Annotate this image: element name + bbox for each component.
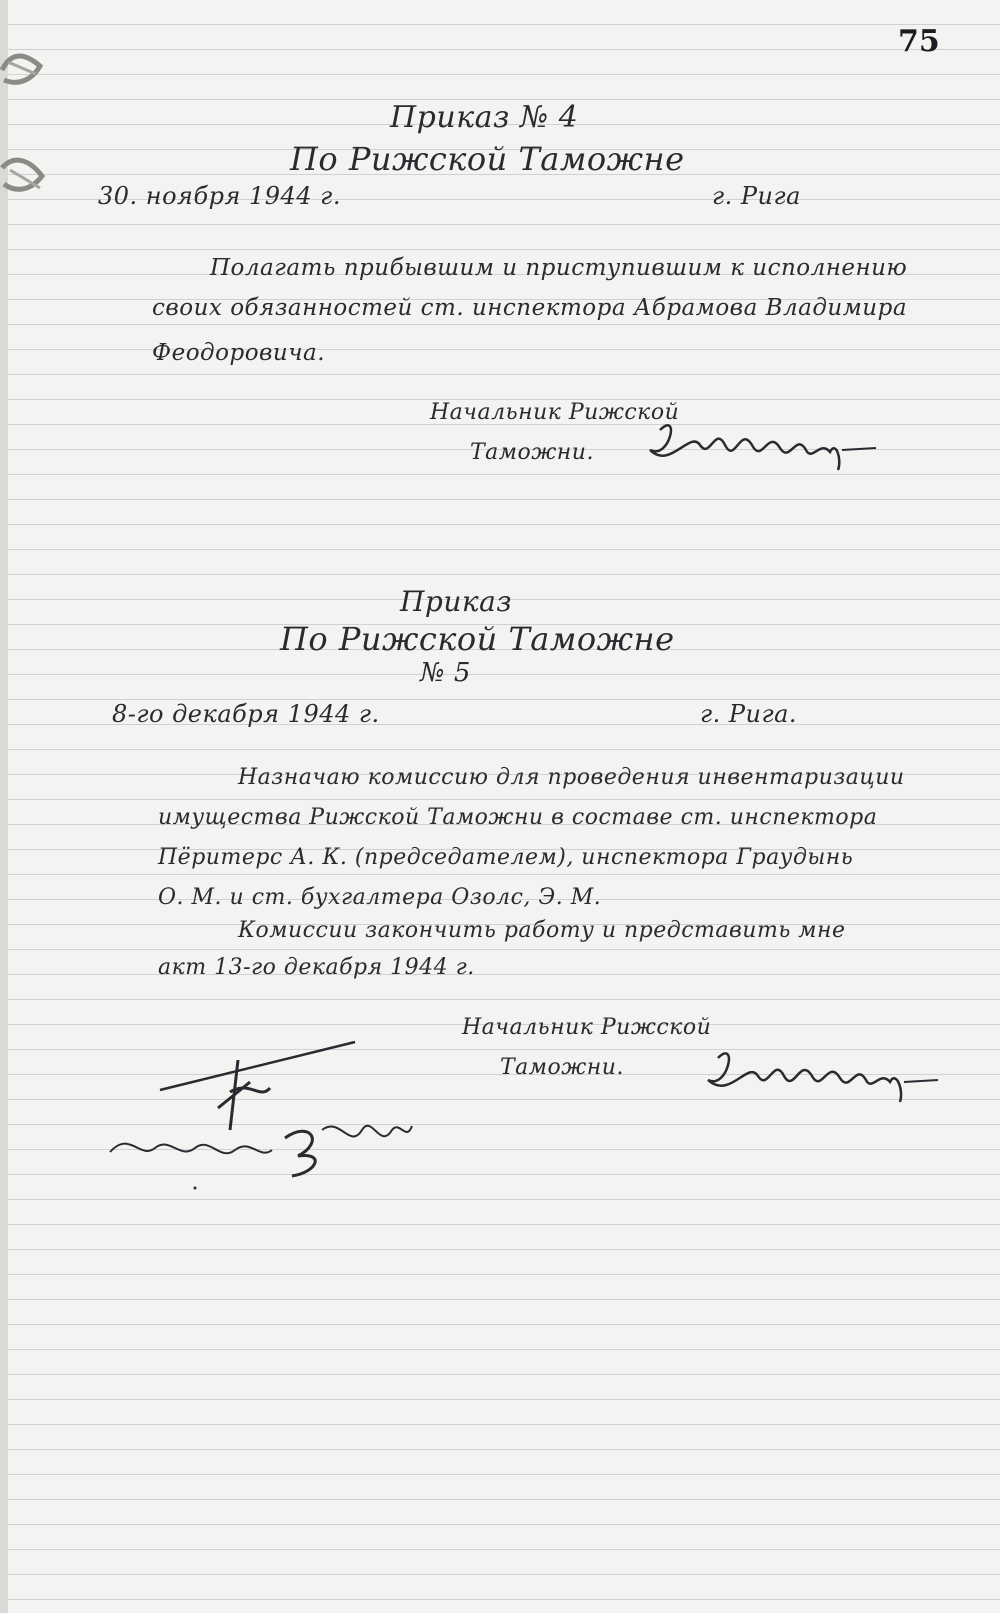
acknowledgement-signatures-icon bbox=[100, 1030, 430, 1190]
order5-title: Приказ bbox=[400, 585, 513, 618]
binding-thread-icon bbox=[0, 40, 48, 100]
chief-signature-icon bbox=[700, 1030, 950, 1110]
order5-body-line: имущества Рижской Таможни в составе ст. инспектора bbox=[158, 805, 878, 830]
order4-body-line: Феодоровича. bbox=[152, 340, 326, 366]
order5-body-line: Назначаю комиссию для проведения инвентаризации bbox=[238, 765, 905, 790]
order5-place: г. Рига. bbox=[700, 700, 798, 728]
order5-body-line: Пёритерс А. К. (председателем), инспектора Граудынь bbox=[158, 845, 854, 870]
binding-thread-icon bbox=[0, 140, 48, 210]
order5-body-line: О. М. и ст. бухгалтера Озолс, Э. М. bbox=[158, 885, 602, 910]
order4-date: 30. ноября 1944 г. bbox=[98, 182, 341, 210]
order4-body-line: своих обязанностей ст. инспектора Абрамова Владимира bbox=[152, 295, 908, 321]
chief-signature-icon bbox=[640, 400, 890, 480]
order4-signer-title-line2: Таможни. bbox=[470, 440, 594, 465]
order5-date: 8-го декабря 1944 г. bbox=[112, 700, 380, 728]
order4-subtitle: По Рижской Таможне bbox=[290, 140, 685, 178]
order5-signer-title-line2: Таможни. bbox=[500, 1055, 624, 1080]
order5-subtitle: По Рижской Таможне bbox=[280, 620, 675, 658]
order5-body-line: акт 13-го декабря 1944 г. bbox=[158, 955, 475, 980]
order4-title: Приказ № 4 bbox=[390, 100, 579, 135]
page-number: 75 bbox=[898, 24, 940, 59]
binding-edge bbox=[0, 0, 8, 1613]
order4-body-line: Полагать прибывшим и приступившим к исполнению bbox=[210, 255, 908, 281]
order5-signer-title: Начальник Рижской bbox=[462, 1015, 712, 1040]
order5-body-line: Комиссии закончить работу и представить мне bbox=[238, 918, 846, 943]
order4-place: г. Рига bbox=[712, 182, 801, 210]
order4-signer-title: Начальник Рижской bbox=[430, 400, 680, 425]
order5-number: № 5 bbox=[420, 658, 471, 688]
